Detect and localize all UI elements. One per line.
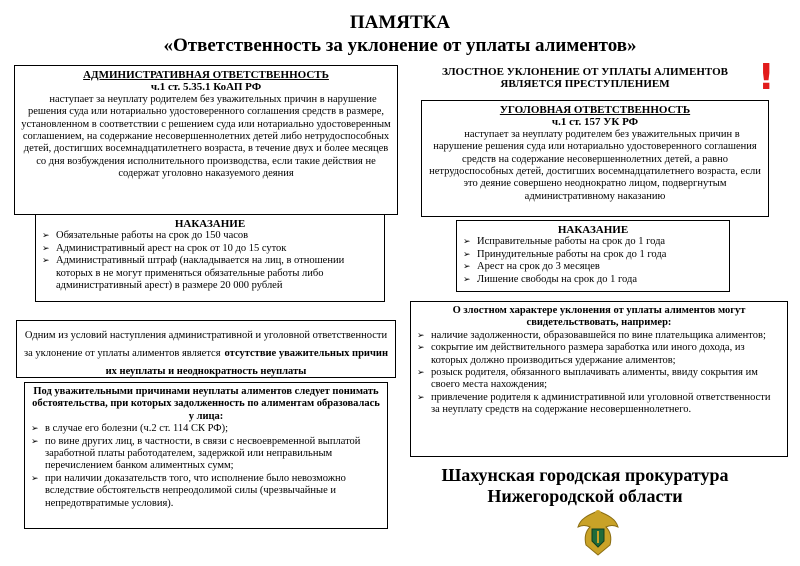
office-line1: Шахунская городская прокуратура bbox=[441, 465, 729, 485]
office-line2: Нижегородской области bbox=[487, 486, 683, 506]
admin-heading: АДМИНИСТРАТИВНАЯ ОТВЕТСТВЕННОСТЬ bbox=[83, 69, 329, 81]
page-title: ПАМЯТКА bbox=[349, 12, 451, 33]
condition-bold: отсутствие уважительных причин их неуплаты и неоднократность неуплаты bbox=[105, 348, 389, 377]
list-item: ➢ Административный арест на срок от 10 до 15 суток bbox=[42, 243, 378, 255]
valid-reasons-box bbox=[24, 382, 388, 529]
list-item: ➢ Административный штраф (накладывается на лиц, в отношении которых в не могут применяться обязательные работы либо административный арест) в размере 20 000 рублей bbox=[42, 255, 378, 292]
criminal-intro bbox=[420, 66, 750, 91]
list-item: ➢ при наличии доказательств того, что исполнение было невозможно вследствие обстоятельств непреодолимой силы (чрезвычайные и непредотвратимые условия). bbox=[31, 473, 381, 510]
list-item: ➢ наличие задолженности, образовавшейся по вине плательщика алиментов; bbox=[417, 330, 781, 342]
list-item: ➢ привлечение родителя к административной или уголовной ответственности за неуплату средств на содержание несовершеннолетнего. bbox=[417, 392, 781, 417]
condition-text: Одним из условий наступления административной и уголовной ответственности за уклонение от уплаты алиментов является bbox=[23, 330, 388, 359]
page-subtitle: «Ответственность за уклонение от уплаты алиментов» bbox=[163, 35, 637, 56]
list-item: ➢ Принудительные работы на срок до 1 года bbox=[463, 249, 723, 261]
valid-reasons-list bbox=[31, 423, 381, 510]
list-item: ➢ сокрытие им действительного размера заработка или иного дохода, из которых должно производиться удержание алиментов; bbox=[417, 342, 781, 367]
admin-text: наступает за неуплату родителем без уважительных причин в нарушение решения суда или нотариально удостоверенного соглашения средств в размере, установленном в соответствии с решением суда или нотариально удостоверенным соглашением, на содержание несовершеннолетних детей либо нетрудоспособных детей, достигших восемнадцатилетнего возраста, в течение двух и более месяцев со дня возбуждения исполнительного производства, если такие действия не содержат уголовно наказуемого деяния bbox=[21, 93, 391, 180]
list-item: ➢ Исправительные работы на срок до 1 года bbox=[463, 236, 723, 248]
list-item: ➢ в случае его болезни (ч.2 ст. 114 СК РФ); bbox=[31, 423, 381, 435]
valid-reasons-heading: Под уважительными причинами неуплаты алиментов следует понимать обстоятельства, при которых задолженность по алиментам образовалась у лица: bbox=[32, 386, 380, 422]
malicious-signs-box bbox=[410, 301, 788, 457]
admin-article: ч.1 ст. 5.35.1 КоАП РФ bbox=[150, 81, 262, 94]
criminal-penalty-box bbox=[456, 220, 730, 292]
criminal-penalty-list bbox=[463, 236, 723, 286]
criminal-text: наступает за неуплату родителем без уважительных причин в нарушение решения суда или нотариально удостоверенного соглашения средств на содержание несовершеннолетних детей, а равно нетрудоспособных детей, достигших восемнадцатилетнего возраста, если это деяние совершено неоднократно лицом, подвергнутым административному наказанию bbox=[429, 128, 761, 202]
list-item: ➢ по вине других лиц, в частности, в связи с несвоевременной выплатой заработной платы работодателем, задержкой или неправильным перечислением банком алиментных сумм; bbox=[31, 436, 381, 473]
malicious-list bbox=[417, 330, 781, 417]
exclamation-icon: ! bbox=[758, 57, 775, 98]
prosecutor-emblem-icon bbox=[570, 505, 626, 561]
admin-penalty-box bbox=[35, 214, 385, 302]
criminal-article: ч.1 ст. 157 УК РФ bbox=[551, 116, 639, 129]
criminal-penalty-heading: НАКАЗАНИЕ bbox=[557, 224, 629, 236]
criminal-intro-line2: ЯВЛЯЕТСЯ ПРЕСТУПЛЕНИЕМ bbox=[500, 78, 670, 91]
list-item: ➢ Арест на срок до 3 месяцев bbox=[463, 261, 723, 273]
admin-penalty-heading: НАКАЗАНИЕ bbox=[174, 218, 246, 230]
criminal-liability-box bbox=[421, 100, 769, 217]
list-item: ➢ Обязательные работы на срок до 150 часов bbox=[42, 230, 378, 242]
list-item: ➢ розыск родителя, обязанного выплачивать алименты, ввиду сокрытия им своего места нахождения; bbox=[417, 367, 781, 392]
list-item: ➢ Лишение свободы на срок до 1 года bbox=[463, 274, 723, 286]
admin-liability-box bbox=[14, 65, 398, 215]
malicious-heading: О злостном характере уклонения от уплаты алиментов могут свидетельствовать, например: bbox=[452, 305, 746, 329]
admin-penalty-list bbox=[42, 230, 378, 292]
prosecutor-office bbox=[420, 465, 750, 507]
criminal-heading: УГОЛОВНАЯ ОТВЕТСТВЕННОСТЬ bbox=[499, 104, 691, 116]
criminal-intro-line1: ЗЛОСТНОЕ УКЛОНЕНИЕ ОТ УПЛАТЫ АЛИМЕНТОВ bbox=[442, 66, 728, 78]
condition-box bbox=[16, 320, 396, 378]
